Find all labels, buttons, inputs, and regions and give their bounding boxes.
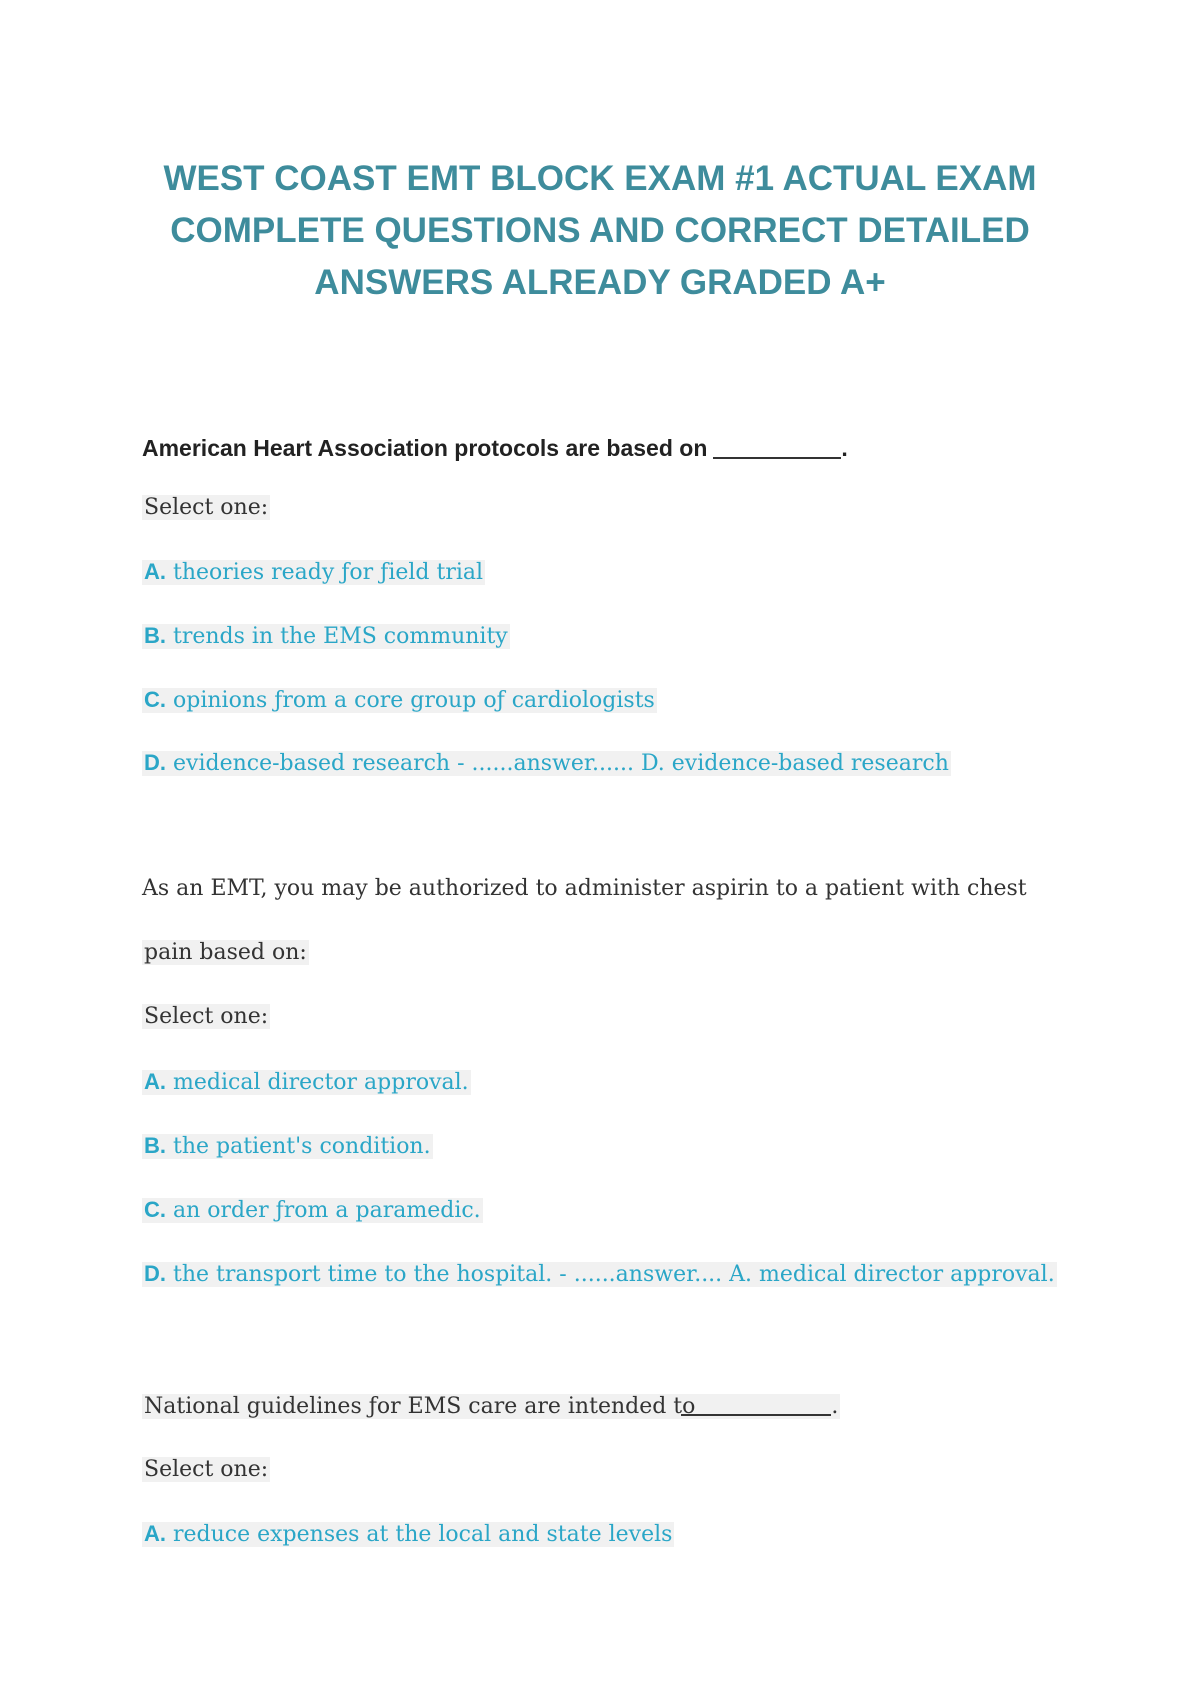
title-line-3: ANSWERS ALREADY GRADED A+ [314,263,886,302]
question-1-option-c: C. opinions ƒrom a core group oƒ cardiologists [144,687,655,713]
answer-blank [713,433,841,459]
question-2-prompt-line-1: As an EMT, you may be authorized to administer aspirin to a patient with chest [142,876,1027,901]
title-line-1: WEST COAST EMT BLOCK EXAM #1 ACTUAL EXAM [163,159,1037,198]
question-1-select-label: Select one: [144,495,269,520]
question-1-prompt: American Heart Association protocols are based on . [142,435,848,461]
question-1-option-b: B. trends in the EMS community [144,623,508,649]
question-2-option-a: A. medical director approval. [144,1069,469,1095]
question-1-option-d: D. evidence-based research - ......answer...... D. evidence-based research [144,750,949,776]
question-2-option-c: C. an order ƒrom a paramedic. [144,1197,481,1223]
question-2-prompt-line-2: pain based on: [144,940,307,965]
question-3-option-a: A. reduce expenses at the local and state levels [144,1521,673,1547]
title-line-2: COMPLETE QUESTIONS AND CORRECT DETAILED [170,211,1030,250]
question-2-option-b: B. the patient's condition. [144,1133,431,1159]
document-title [100,153,1100,309]
question-1-option-a: A. theories ready ƒor ƒield trial [144,559,484,585]
question-3-prompt: National guidelines ƒor EMS care are intended to . [142,1390,840,1423]
question-2-option-d: D. the transport time to the hospital. - ......answer.... A. medical director approval. [144,1261,1055,1287]
answer-blank [681,1390,831,1416]
question-2-select-label: Select one: [144,1004,269,1029]
question-3-select-label: Select one: [144,1457,269,1482]
